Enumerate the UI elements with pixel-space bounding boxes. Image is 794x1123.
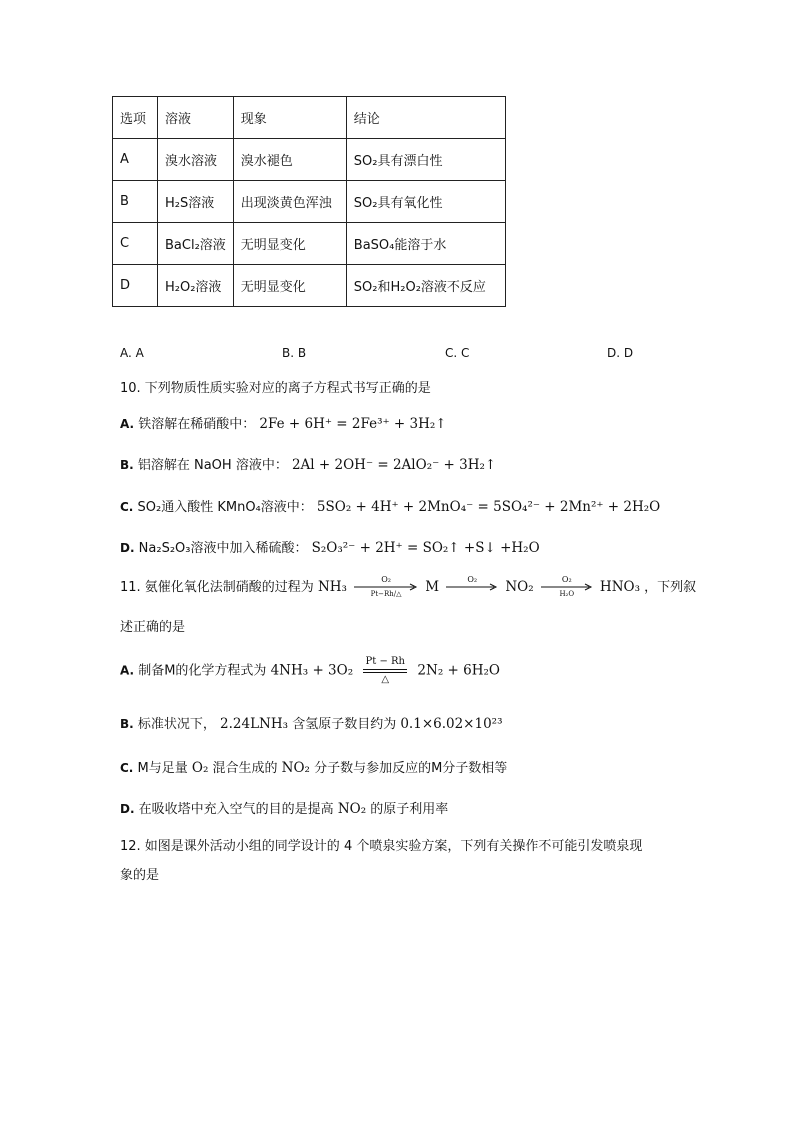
table-row (113, 181, 506, 223)
table-cell: 无明显变化 (233, 265, 346, 307)
equation: S₂O₃²⁻ + 2H⁺ = SO₂↑ +S↓ +H₂O (311, 540, 540, 556)
table-cell: 出现淡黄色浑浊 (233, 181, 346, 223)
reaction-arrow: O₂ (446, 577, 498, 599)
experiment-table (112, 96, 506, 307)
q10-option-c: C. SO₂通入酸性 KMnO₄溶液中： 5SO₂ + 4H⁺ + 2MnO₄⁻ = 5SO₄²⁻ + 2Mn²⁺ + 2H₂O (120, 499, 661, 515)
table-header-cell: 溶液 (158, 97, 234, 139)
table-cell: SO₂和H₂O₂溶液不反应 (346, 265, 505, 307)
table-header-cell: 结论 (346, 97, 505, 139)
arrow-icon (446, 583, 498, 591)
q10-option-a: A. 铁溶解在稀硝酸中： 2Fe + 6H⁺ = 2Fe³⁺ + 3H₂↑ (120, 416, 447, 432)
equation: 2Al + 2OH⁻ = 2AlO₂⁻ + 3H₂↑ (291, 457, 497, 473)
table-cell: BaCl₂溶液 (158, 223, 234, 265)
table-cell: BaSO₄能溶于水 (346, 223, 505, 265)
table-cell: SO₂具有漂白性 (346, 139, 505, 181)
q9-option-d: D. D (607, 346, 634, 360)
reaction-arrow: O₂ H₂O (541, 577, 593, 599)
table-cell: D (113, 265, 158, 307)
q9-options (0, 346, 794, 364)
table-cell: 无明显变化 (233, 223, 346, 265)
reaction-arrow: O₂ Pt−Rh/△ (354, 577, 418, 599)
table-cell: C (113, 223, 158, 265)
table-cell: H₂S溶液 (158, 181, 234, 223)
table-cell: SO₂具有氧化性 (346, 181, 505, 223)
table-header-row (113, 97, 506, 139)
equation: 5SO₂ + 4H⁺ + 2MnO₄⁻ = 5SO₄²⁻ + 2Mn²⁺ + 2H₂O (316, 499, 661, 515)
q9-option-c: C. C (445, 346, 470, 360)
table-row (113, 223, 506, 265)
reaction-condition: Pt − Rh △ (361, 654, 409, 688)
table-header-cell: 现象 (233, 97, 346, 139)
table-header-cell: 选项 (113, 97, 158, 139)
q11-stem: 11. 氨催化氧化法制硝酸的过程为 NH₃ O₂ Pt−Rh/△ M O₂ NO₂ O₂ H₂O HNO₃ ，下列叙 (120, 574, 697, 598)
table-cell: A (113, 139, 158, 181)
table-row (113, 139, 506, 181)
q11-option-b: B. 标准状况下， 2.24LNH₃ 含氢原子数目约为 0.1×6.02×10²³ (120, 716, 503, 732)
q11-option-c: C. M与足量 O₂ 混合生成的 NO₂ 分子数与参加反应的M分子数相等 (120, 760, 508, 776)
equation: 2Fe + 6H⁺ = 2Fe³⁺ + 3H₂↑ (259, 416, 447, 432)
q12-stem-cont: 象的是 (120, 868, 160, 883)
table-cell: H₂O₂溶液 (158, 265, 234, 307)
table-cell: 溴水溶液 (158, 139, 234, 181)
table-cell: 溴水褪色 (233, 139, 346, 181)
q10-option-b: B. 铝溶解在 NaOH 溶液中： 2Al + 2OH⁻ = 2AlO₂⁻ + 3H₂↑ (120, 457, 497, 473)
table-row (113, 265, 506, 307)
q10-stem: 10. 下列物质性质实验对应的离子方程式书写正确的是 (120, 381, 431, 396)
q9-option-a: A. A (120, 346, 144, 360)
q12-stem: 12. 如图是课外活动小组的同学设计的 4 个喷泉实验方案，下列有关操作不可能引发喷泉现 (120, 839, 643, 854)
q11-stem-cont: 述正确的是 (120, 620, 186, 635)
q11-option-a: A. 制备M的化学方程式为 4NH₃ + 3O₂ Pt − Rh △ 2N₂ + 6H₂O (120, 654, 500, 690)
q11-option-d: D. 在吸收塔中充入空气的目的是提高 NO₂ 的原子利用率 (120, 801, 449, 817)
table-cell: B (113, 181, 158, 223)
q9-option-b: B. B (282, 346, 307, 360)
q10-option-d: D. Na₂S₂O₃溶液中加入稀硫酸： S₂O₃²⁻ + 2H⁺ = SO₂↑ +S↓ +H₂O (120, 540, 540, 556)
